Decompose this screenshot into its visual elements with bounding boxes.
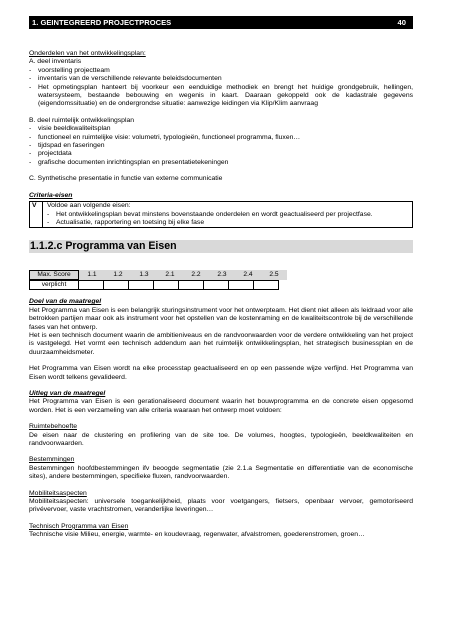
score-value-cell [203, 280, 229, 290]
score-col-header: 2.1 [157, 270, 183, 280]
criteria-body [43, 202, 412, 227]
verplicht-label: verplicht [29, 280, 79, 290]
score-col-header: 2.4 [235, 270, 261, 280]
list-item: - visie beeldkwaliteitsplan [29, 125, 111, 133]
block-title: Bestemmingen [29, 456, 75, 464]
score-col-header: 2.5 [261, 270, 287, 280]
section-title: 1.1.2.c Programma van Eisen [29, 240, 413, 253]
list-item: - voorstelling projectteam [29, 66, 110, 74]
score-value-cell [103, 280, 129, 290]
criteria-heading: Criteria-eisen [29, 191, 73, 199]
score-value-cell [228, 280, 254, 290]
list-item: - Het opmetingsplan hanteert bij voorkeur een eenduidige methodiek en brengt het huidige grondgebruik, hellingen, watersysteem, bestaande bebouwing en wegenis in kaart. Daaraan gekoppeld ook de kadastrale gegevens (eigendomssituatie) en de ondergrondse situatie: aanwezige leidingen via Klip/Klim aanvraag [29, 83, 413, 108]
block-text: Technische visie Milieu, energie, warmte- en koudevraag, regenwater, afvalstromen, goederenstromen, groen… [29, 531, 365, 539]
block-title: Mobiliteitsaspecten [29, 489, 87, 497]
uitleg-heading: Uitleg van de maatregel [29, 389, 106, 397]
part-b-list [29, 125, 413, 167]
criteria-table [29, 201, 413, 228]
list-item: - projectdata [29, 150, 72, 158]
list-item: - inventaris van de verschillende relevante beleidsdocumenten [29, 75, 222, 83]
criteria-item: - Het ontwikkelingsplan bevat minstens bovenstaande onderdelen en wordt geactualiseerd per projectfase. [47, 210, 373, 218]
block-title: Ruimtebehoefte [29, 423, 77, 431]
list-item: - tijdspad en faseringen [29, 142, 105, 150]
criteria-v-label: V [30, 202, 43, 227]
part-a-title: A. deel inventaris [29, 58, 82, 66]
score-col-header: 1.2 [105, 270, 131, 280]
uitleg-intro: Het Programma van Eisen is een gerationaliseerd document waarin het bouwprogramma en de concrete eisen opgesomd worden. Het is een verzameling van alle criteria waaraan het ontwerp moet voldoen: [29, 398, 413, 414]
score-value-cell [178, 280, 204, 290]
doel-paragraph: Het Programma van Eisen wordt na elke processtap geactualiseerd en op een passende wijze verfijnd. Het Programma van Eisen wordt telkens gevalideerd. [29, 365, 413, 381]
score-table [29, 270, 319, 290]
score-col-header: 2.3 [209, 270, 235, 280]
criteria-intro: Voldoe aan volgende eisen: [47, 202, 131, 210]
page-number: 40 [397, 18, 406, 27]
list-item: - grafische documenten inrichtingsplan en presentatietekeningen [29, 158, 229, 166]
block-text: Mobiliteitsaspecten: universele toegankelijkheid, plaats voor voetgangers, fietsers, openbaar vervoer, gemotoriseerd privévervoer, vaste vrachtstromen, veranderlijke leveringen… [29, 498, 413, 514]
block-text: Bestemmingen hoofdbestemmingen ifv beoogde segmentatie (zie 2.1.a Segmentatie en differentiatie van de economische sites), andere bestemmingen, specifieke fluxen, randvoorwaarden. [29, 464, 413, 481]
criteria-item: - Actualisatie, rapportering en toetsing bij elke fase [47, 218, 205, 226]
score-value-cell [153, 280, 179, 290]
page-header [29, 16, 413, 29]
doel-paragraph: Het Programma van Eisen is een belangrijk sturingsinstrument voor het ontwerpteam. Het dient niet alleen als leidraad voor alle betrokken partijen maar ook als instrument voor het opstellen van de kostenraming en de kwaliteitscontrole bij de verschillende fases van het ontwerp. [29, 306, 413, 331]
score-value-row [29, 280, 319, 290]
score-value-cell [128, 280, 154, 290]
chapter-title: 1. GEINTEGREERD PROJECTPROCES [32, 18, 172, 27]
doel-heading: Doel van de maatregel [29, 298, 102, 306]
onderdelen-heading: Onderdelen van het ontwikkelingsplan: [29, 50, 146, 57]
score-col-header: 2.2 [183, 270, 209, 280]
score-value-cell [78, 280, 104, 290]
max-score-label: Max. Score [29, 270, 79, 280]
score-header-row [29, 270, 319, 280]
block-text: De eisen naar de clustering en profilering van de site toe. De volumes, hoogtes, typologieën, beeldkwaliteiten en randvoorwaarden. [29, 431, 413, 447]
part-c-title: C. Synthetische presentatie in functie van externe communicatie [29, 175, 223, 183]
part-b-title: B. deel ruimtelijk ontwikkelingsplan [29, 116, 135, 124]
score-col-header: 1.3 [131, 270, 157, 280]
score-col-header: 1.1 [79, 270, 105, 280]
part-a-list [29, 67, 413, 109]
list-item: - functioneel en ruimtelijke visie: volumetri, typologieën, functioneel programma, fluxen… [29, 133, 301, 141]
score-value-cell [253, 280, 279, 290]
block-title: Technisch Programma van Eisen [29, 522, 129, 530]
page-content [29, 50, 413, 540]
doel-paragraph: Het is een technisch document waarin de ambitieniveaus en de randvoorwaarden voor de verdere ontwikkeling van het project is vastgelegd. Het vormt een technisch addendum aan het ruimtelijk ontwikkelingsplan, het strategisch businessplan en de duurzaamheidsmeter. [29, 331, 413, 356]
